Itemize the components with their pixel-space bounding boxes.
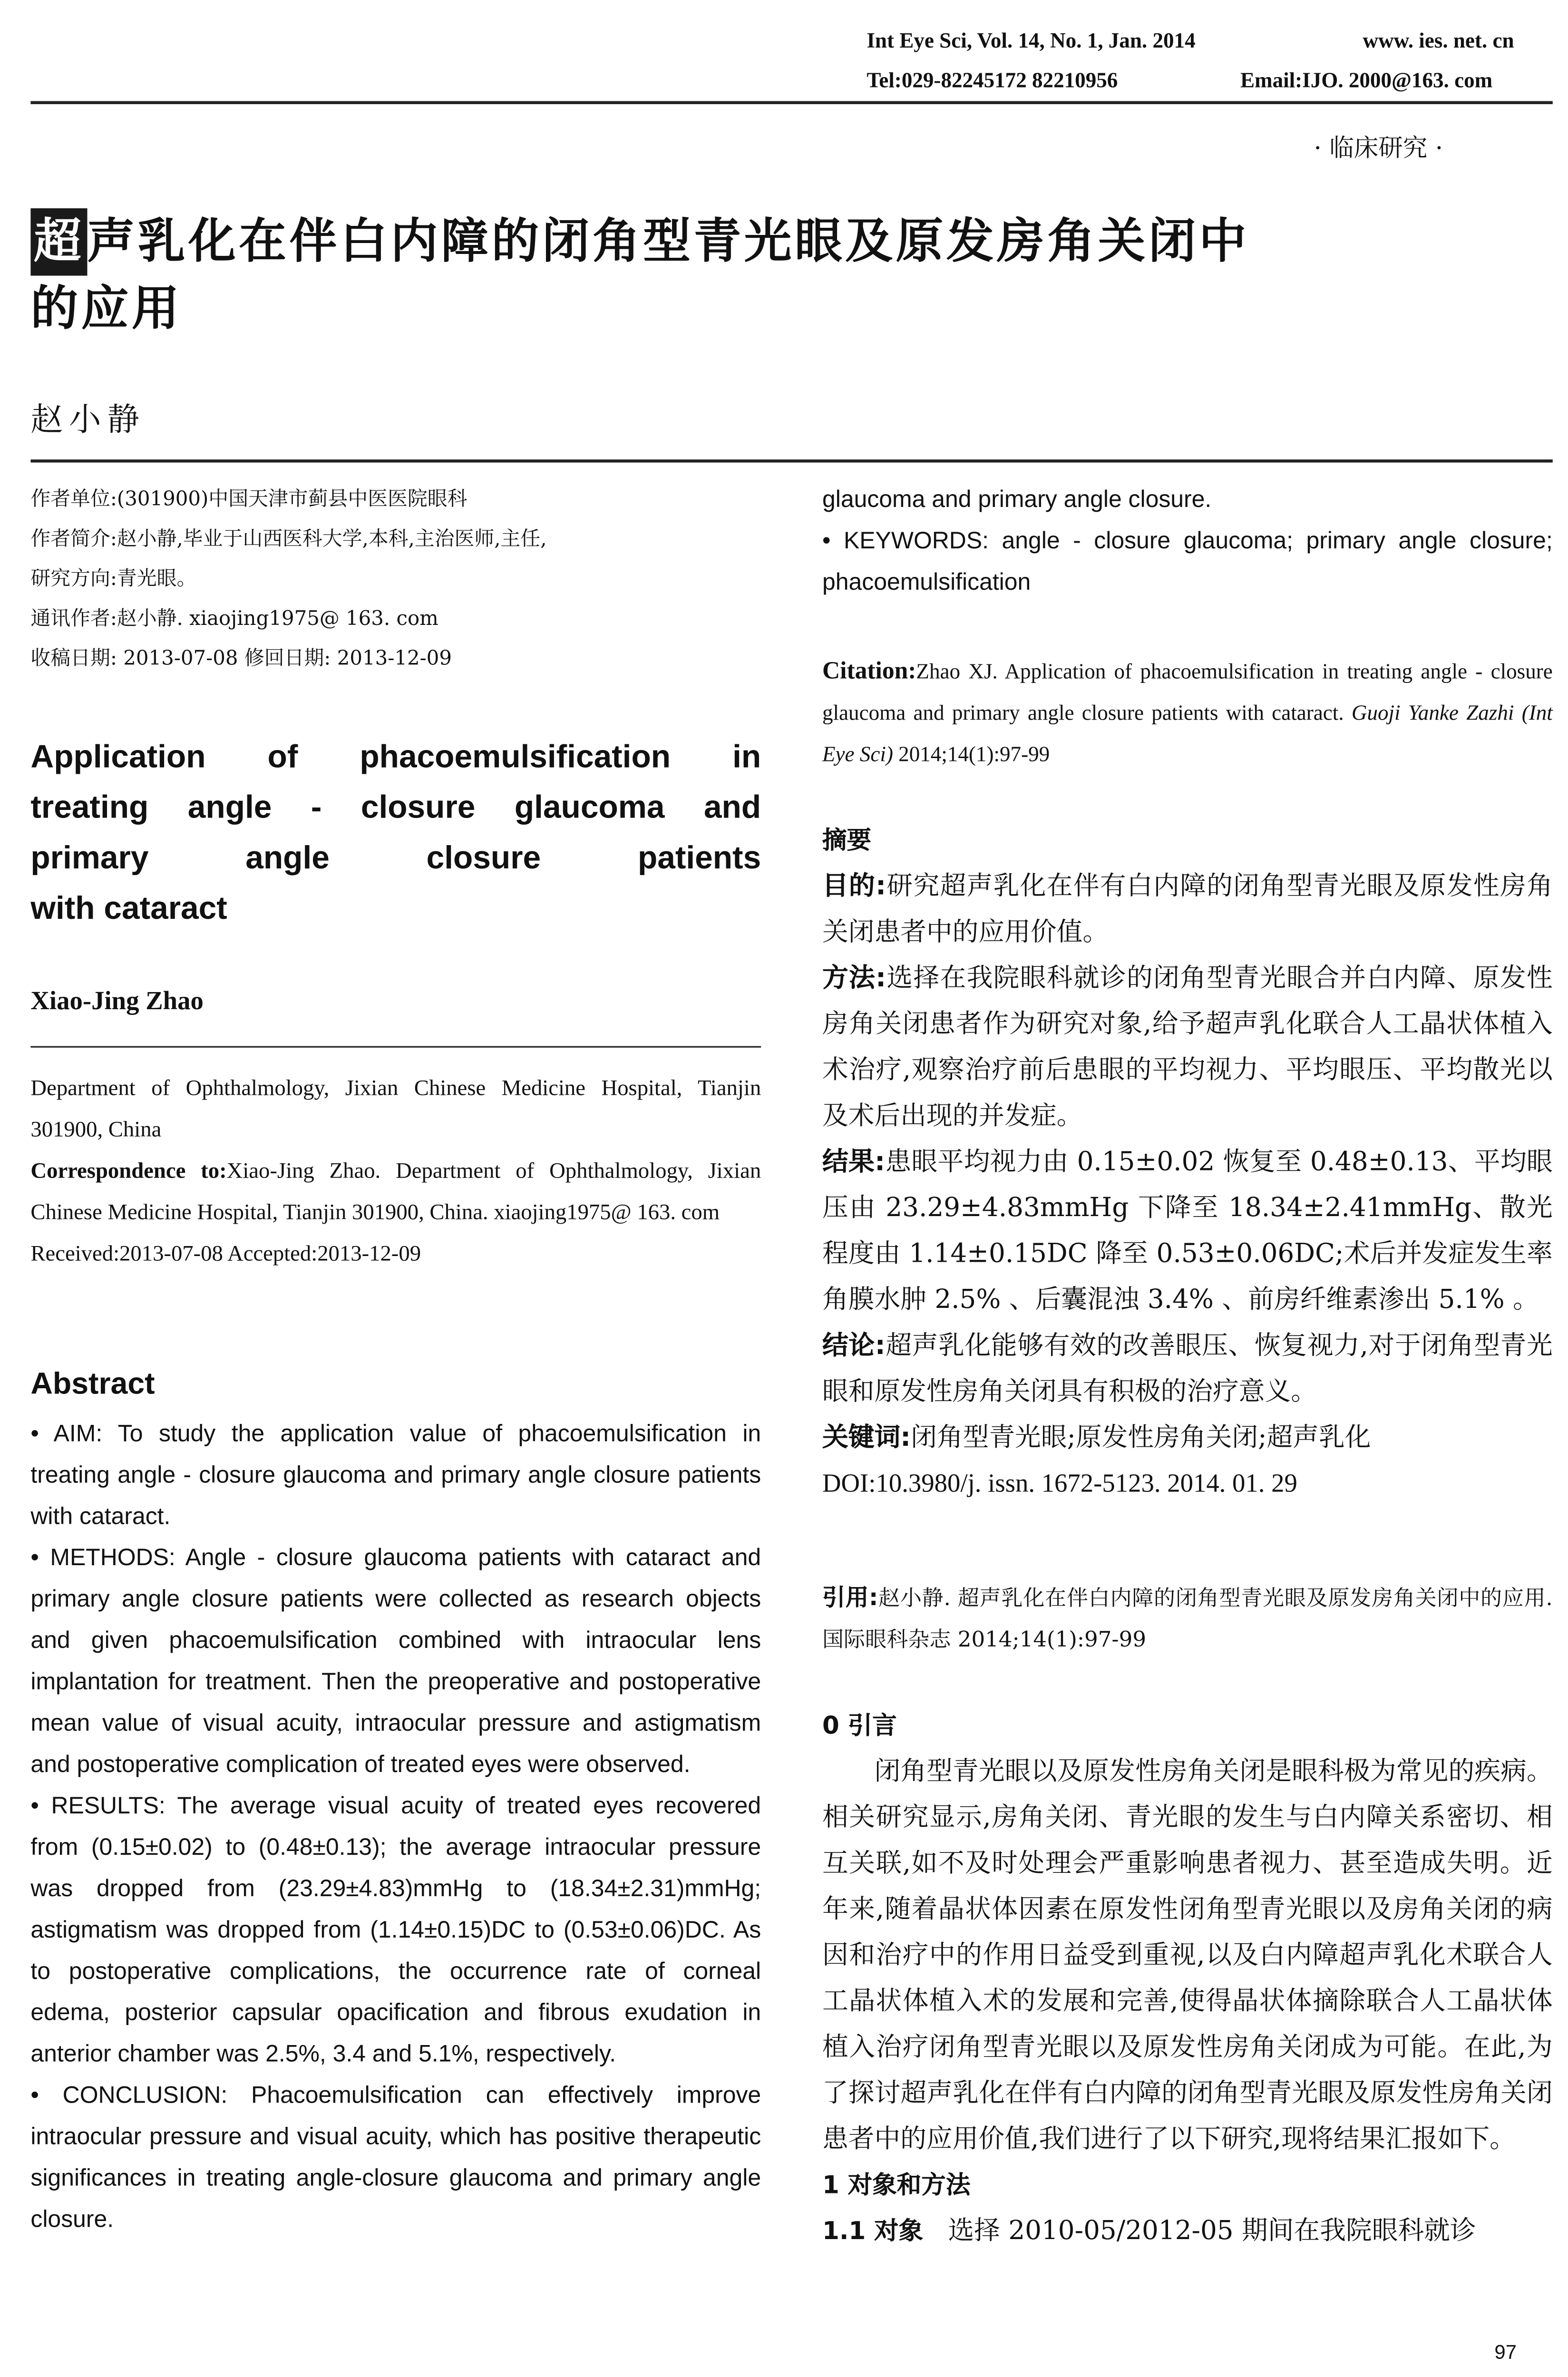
- author-bio: 作者简介:赵小静,毕业于山西医科大学,本科,主治医师,主任,: [30, 528, 547, 552]
- author-info-cn: [30, 481, 762, 680]
- subject-text: 选择 2010-05/2012-05 期间在我院眼科就诊: [948, 2216, 1476, 2247]
- abstract-keywords: • KEYWORDS: angle - closure glaucoma; primary angle closure; phacoemulsification: [822, 528, 1553, 596]
- abstract-heading: Abstract: [30, 1367, 155, 1402]
- keywords-cn-label: 关键词:: [822, 1422, 911, 1454]
- keywords-cn-text: 闭角型青光眼;原发性房角关闭;超声乳化: [911, 1422, 1371, 1454]
- article-title-cn: [30, 208, 1562, 343]
- methods-heading: 1 对象和方法: [822, 2170, 971, 2200]
- author-rule: [30, 1046, 761, 1048]
- citation-volume: 2014;14(1):97-99: [893, 744, 1050, 768]
- result-cn-label: 结果:: [822, 1147, 886, 1178]
- affiliation-dept: Department of Ophthalmology, Jixian Chinese Medicine Hospital, Tianjin 301900, China: [30, 1076, 761, 1143]
- research-direction: 研究方向:青光眼。: [30, 568, 197, 592]
- journal-website: www. ies. net. cn: [1363, 30, 1514, 54]
- author-unit: 作者单位:(301900)中国天津市蓟县中医医院眼科: [30, 488, 467, 512]
- citation-cn: [822, 1578, 1553, 1662]
- subject-subheading: 1.1 对象: [822, 2216, 924, 2246]
- citation-cn-label: 引用:: [822, 1583, 878, 1611]
- title-line1: 声乳化在伴白内障的闭角型青光眼及原发房角关闭中: [87, 214, 1250, 270]
- citation-label: Citation:: [822, 658, 916, 685]
- intro-paragraph: 闭角型青光眼以及原发性房角关闭是眼科极为常见的疾病。相关研究显示,房角关闭、青光眼的发生与白内障关系密切、相互关联,如不及时处理会严重影响患者视力、甚至造成失明。近年来,随着晶状体因素在原发性闭角型青光眼以及房角关闭的病因和治疗中的作用日益受到重视,以及白内障超声乳化术联合人工晶状体植入术的发展和完善,使得晶状体摘除联合人工晶状体植入治疗闭角型青光眼以及原发性房角关闭成为可能。在此,为了探讨超声乳化在伴有白内障的闭角型青光眼及原发性房角关闭患者中的应用价值,我们进行了以下研究,现将结果汇报如下。: [822, 1756, 1553, 2155]
- author-cn: 赵小静: [30, 401, 146, 438]
- method-cn-text: 选择在我院眼科就诊的闭角型青光眼合并白内障、原发性房角关闭患者作为研究对象,给予超声乳化联合人工晶状体植入术治疗,观察治疗前后患眼的平均视力、平均眼压、平均散光以及术后出现的并发症。: [822, 963, 1553, 1132]
- journal-email: Email:IJO. 2000@163. com: [1240, 70, 1493, 94]
- en-title-line: treating angle - closure glaucoma and: [30, 790, 761, 826]
- received-dates-cn: 收稿日期: 2013-07-08 修回日期: 2013-12-09: [30, 648, 452, 671]
- method-cn-label: 方法:: [822, 963, 886, 994]
- intro-heading: 0 引言: [822, 1711, 897, 1740]
- title-rule: [30, 459, 1552, 462]
- citation-journal: Guoji Yanke Zazhi (Int Eye Sci): [822, 703, 1553, 768]
- en-title-line: Application of phacoemulsification in: [30, 740, 761, 775]
- author-en: Xiao-Jing Zhao: [30, 986, 204, 1016]
- abstract-cn-heading: 摘要: [822, 825, 872, 855]
- aim-cn-label: 目的:: [822, 871, 886, 902]
- corresponding-author: 通讯作者:赵小静. xiaojing1975@ 163. com: [30, 608, 438, 631]
- received-accepted: Received:2013-07-08 Accepted:2013-12-09: [30, 1242, 421, 1267]
- abstract-methods: • METHODS: Angle - closure glaucoma patients with cataract and primary angle closure patients were collected as research objects and given phacoemulsification combined with intraocular lens implantation for treatment. Then the preoperative and postoperative mean value of visual acuity, intraocular pressure and astigmatism and postoperative complication of treated eyes were observed.: [30, 1545, 761, 1778]
- abstract-en-continued: [822, 479, 1553, 604]
- page-number: 97: [1494, 2340, 1517, 2364]
- introduction: [822, 1703, 1553, 2254]
- en-title-line: primary angle closure patients: [30, 840, 761, 877]
- abstract-results: • RESULTS: The average visual acuity of treated eyes recovered from (0.15±0.02) to (0.48±0.13); the average intraocular pressure was dropped from (23.29±4.83)mmHg to (18.34±2.31)mmHg; astigmatism was dropped from (1.14±0.15)DC to (0.53±0.06)DC. As to postoperative complications, the occurrence rate of corneal edema, posterior capsular opacification and fibrous exudation in anterior chamber was 2.5%, 3.4 and 5.1%, respectively.: [30, 1793, 761, 2068]
- citation-en: [822, 651, 1553, 777]
- abstract-cn: [822, 818, 1553, 1507]
- correspondence-label: Correspondence to:: [30, 1159, 227, 1184]
- journal-telephone: Tel:029-82245172 82210956: [867, 70, 1118, 94]
- section-tag: · 临床研究 ·: [1314, 133, 1443, 163]
- abstract-aim: • AIM: To study the application value of phacoemulsification in treating angle - closure glaucoma and primary angle closure patients with cataract.: [30, 1421, 761, 1530]
- title-first-char: 超: [30, 208, 87, 276]
- article-title-en: [30, 732, 761, 934]
- abstract-en: [30, 1413, 761, 2233]
- abstract-conclusion-end: glaucoma and primary angle closure.: [822, 487, 1212, 513]
- citation-text: Zhao XJ. Application of phacoemulsification in treating angle - closure glaucoma and primary angle closure patients with cataract.: [822, 662, 1553, 726]
- citation-cn-text: 赵小静. 超声乳化在伴白内障的闭角型青光眼及原发房角关闭中的应用. 国际眼科杂志 2014;14(1):97-99: [822, 1587, 1553, 1653]
- abstract-conclusion-start: • CONCLUSION: Phacoemulsification can effectively improve intraocular pressure and visual acuity, which has positive therapeutic significances in treating angle-closure glaucoma and primary angle closure.: [30, 2083, 761, 2233]
- journal-citation-header: Int Eye Sci, Vol. 14, No. 1, Jan. 2014: [867, 30, 1196, 54]
- header-rule: [30, 101, 1552, 104]
- conclusion-cn-text: 超声乳化能够有效的改善眼压、恢复视力,对于闭角型青光眼和原发性房角关闭具有积极的治疗意义。: [822, 1331, 1553, 1408]
- correspondence-text: Xiao-Jing Zhao. Department of Ophthalmology, Jixian Chinese Medicine Hospital, Tianjin 301900, China. xiaojing1975@ 163. com: [30, 1159, 761, 1226]
- result-cn-text: 患眼平均视力由 0.15±0.02 恢复至 0.48±0.13、平均眼压由 23.29±4.83mmHg 下降至 18.34±2.41mmHg、散光程度由 1.14±0.15DC 降至 0.53±0.06DC;术后并发症发生率角膜水肿 2.5% 、后囊混浊 3.4% 、前房纤维素渗出 5.1% 。: [822, 1147, 1553, 1316]
- en-title-line: with cataract: [30, 891, 227, 927]
- doi: DOI:10.3980/j. issn. 1672-5123. 2014. 01. 29: [822, 1469, 1297, 1498]
- conclusion-cn-label: 结论:: [822, 1331, 886, 1362]
- aim-cn-text: 研究超声乳化在伴有白内障的闭角型青光眼及原发性房角关闭患者中的应用价值。: [822, 871, 1553, 948]
- affiliation-block: [30, 1069, 761, 1276]
- title-line2: 的应用: [30, 282, 183, 337]
